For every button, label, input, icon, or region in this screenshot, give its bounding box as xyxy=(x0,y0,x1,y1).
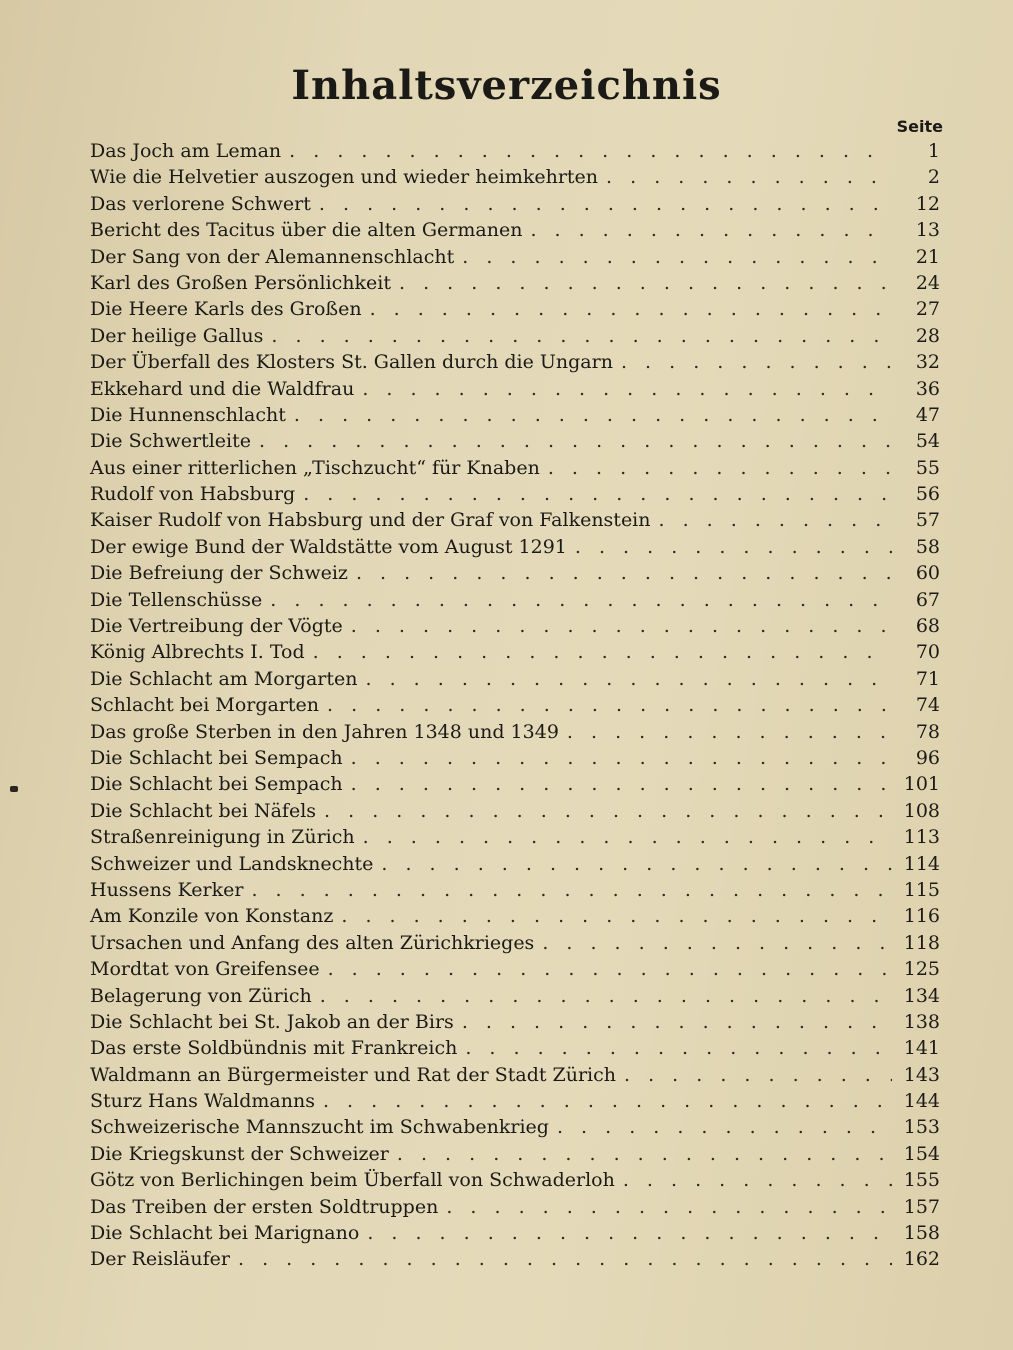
toc-entry xyxy=(90,430,940,456)
dot-leader xyxy=(624,1064,892,1086)
toc-entry-title: Straßenreinigung in Zürich xyxy=(90,826,355,849)
dot-leader xyxy=(320,985,892,1007)
dot-leader xyxy=(548,457,892,479)
toc-entry xyxy=(90,800,940,826)
toc-entry-title: Der Sang von der Alemannenschlacht xyxy=(90,245,455,268)
toc-entry-title: Das erste Soldbündnis mit Frankreich xyxy=(90,1037,458,1060)
dot-leader xyxy=(381,853,892,875)
page-column-header: Seite xyxy=(896,117,943,136)
toc-entry xyxy=(90,721,940,747)
toc-entry-title: Die Tellenschüsse xyxy=(90,588,263,611)
dot-leader xyxy=(238,1248,892,1270)
toc-entry xyxy=(90,615,940,641)
dot-leader xyxy=(319,193,892,215)
dot-leader xyxy=(370,298,892,320)
toc-entry xyxy=(90,1248,940,1274)
dot-leader xyxy=(313,641,892,663)
toc-entry-title: Das verlorene Schwert xyxy=(90,192,311,215)
dot-leader xyxy=(446,1196,892,1218)
toc-entry-page: 1 xyxy=(927,140,940,162)
toc-entry-title: Die Schlacht bei Sempach xyxy=(90,746,343,769)
toc-entry-page: 28 xyxy=(915,324,940,347)
toc-entry xyxy=(90,747,940,773)
toc-entry-title: Die Schwertleite xyxy=(90,430,251,453)
toc-entry-title: Das Treiben der ersten Soldtruppen xyxy=(90,1195,439,1218)
dot-leader xyxy=(462,1011,892,1033)
toc-entry-title: Schweizerische Mannszucht im Schwabenkrieg xyxy=(90,1116,549,1139)
dot-leader xyxy=(362,378,892,400)
dot-leader xyxy=(351,615,892,637)
toc-entry-page: 108 xyxy=(903,799,940,822)
toc-entry xyxy=(90,1222,940,1248)
toc-entry-page: 2 xyxy=(927,166,940,189)
toc-entry xyxy=(90,351,940,377)
toc-entry xyxy=(90,932,940,958)
toc-entry-title: Karl des Großen Persönlichkeit xyxy=(90,271,392,294)
toc-entry-page: 116 xyxy=(903,905,940,928)
toc-entry-title: Ursachen und Anfang des alten Zürichkrieges xyxy=(90,931,535,954)
toc-entry xyxy=(90,1116,940,1142)
toc-entry xyxy=(90,298,940,324)
dot-leader xyxy=(294,404,892,426)
toc-entry xyxy=(90,404,940,430)
toc-entry xyxy=(90,140,940,166)
toc-entry-page: 115 xyxy=(903,878,940,901)
toc-entry-page: 71 xyxy=(915,667,940,690)
toc-entry-page: 141 xyxy=(903,1037,940,1060)
toc-entry-page: 70 xyxy=(915,641,940,664)
toc-entry xyxy=(90,1011,940,1037)
dot-leader xyxy=(270,589,892,611)
toc-entry-page: 78 xyxy=(915,720,940,743)
dot-leader xyxy=(271,325,892,347)
toc-entry xyxy=(90,166,940,192)
toc-entry-page: 155 xyxy=(903,1169,940,1192)
dot-leader xyxy=(567,721,892,743)
toc-entry-page: 56 xyxy=(915,483,940,506)
dot-leader xyxy=(659,509,893,531)
toc-entry-page: 143 xyxy=(903,1063,940,1086)
toc-entry-title: Der Reisläufer xyxy=(90,1248,230,1271)
toc-entry xyxy=(90,1196,940,1222)
dot-leader xyxy=(397,1143,892,1165)
dot-leader xyxy=(367,1222,892,1244)
toc-entry-page: 60 xyxy=(915,562,940,585)
toc-entry xyxy=(90,985,940,1011)
toc-entry-title: Der ewige Bund der Waldstätte vom August 1291 xyxy=(90,535,567,558)
toc-entry-title: Der Überfall des Klosters St. Gallen durch die Ungarn xyxy=(90,351,613,374)
toc-entry xyxy=(90,694,940,720)
dot-leader xyxy=(542,932,892,954)
toc-entry xyxy=(90,483,940,509)
dot-leader xyxy=(399,272,892,294)
toc-entry xyxy=(90,879,940,905)
toc-entry-page: 138 xyxy=(903,1010,940,1033)
toc-entry-page: 32 xyxy=(915,351,940,374)
dot-leader xyxy=(557,1116,892,1138)
toc-entry-page: 158 xyxy=(903,1222,940,1245)
toc-entry xyxy=(90,1064,940,1090)
dot-leader xyxy=(341,905,892,927)
dot-leader xyxy=(623,1169,892,1191)
dot-leader xyxy=(327,694,892,716)
toc-entry-title: Die Schlacht bei St. Jakob an der Birs xyxy=(90,1010,454,1033)
toc-entry-title: Hussens Kerker xyxy=(90,878,244,901)
toc-entry xyxy=(90,562,940,588)
toc-entry-title: Waldmann an Bürgermeister und Rat der Stadt Zürich xyxy=(90,1063,617,1086)
toc-entry xyxy=(90,272,940,298)
dot-leader xyxy=(621,351,892,373)
table-of-contents xyxy=(90,140,940,1275)
dot-leader xyxy=(289,140,892,162)
toc-entry xyxy=(90,457,940,483)
toc-entry xyxy=(90,641,940,667)
toc-entry-page: 114 xyxy=(903,852,940,875)
toc-entry-title: Rudolf von Habsburg xyxy=(90,483,296,506)
toc-entry xyxy=(90,958,940,984)
toc-entry-title: Die Befreiung der Schweiz xyxy=(90,562,348,585)
toc-entry xyxy=(90,905,940,931)
page-heading: Inhaltsverzeichnis xyxy=(291,62,722,109)
toc-entry-page: 101 xyxy=(903,773,940,796)
toc-entry-page: 113 xyxy=(903,826,940,849)
toc-entry-page: 47 xyxy=(915,403,940,426)
toc-entry-page: 13 xyxy=(915,219,940,242)
toc-entry-title: Das große Sterben in den Jahren 1348 und 1349 xyxy=(90,720,559,743)
toc-entry-page: 144 xyxy=(903,1090,940,1113)
toc-entry-title: König Albrechts I. Tod xyxy=(90,641,305,664)
toc-entry xyxy=(90,219,940,245)
toc-entry xyxy=(90,853,940,879)
toc-entry xyxy=(90,509,940,535)
toc-entry-title: Die Kriegskunst der Schweizer xyxy=(90,1142,389,1165)
toc-entry-title: Schlacht bei Morgarten xyxy=(90,694,320,717)
toc-entry xyxy=(90,536,940,562)
toc-entry xyxy=(90,246,940,272)
dot-leader xyxy=(606,166,892,188)
toc-entry-title: Sturz Hans Waldmanns xyxy=(90,1090,315,1113)
dot-leader xyxy=(351,773,892,795)
toc-entry-page: 68 xyxy=(915,615,940,638)
toc-entry-title: Die Hunnenschlacht xyxy=(90,403,286,426)
dot-leader xyxy=(259,430,892,452)
toc-entry-page: 27 xyxy=(915,298,940,321)
toc-entry-page: 24 xyxy=(915,271,940,294)
toc-entry-title: Wie die Helvetier auszogen und wieder heimkehrten xyxy=(90,166,599,189)
toc-entry-title: Aus einer ritterlichen „Tischzucht“ für Knaben xyxy=(90,456,540,479)
toc-entry-page: 154 xyxy=(903,1142,940,1165)
toc-entry-title: Schweizer und Landsknechte xyxy=(90,852,374,875)
toc-entry-page: 134 xyxy=(903,984,940,1007)
toc-entry-page: 74 xyxy=(915,694,940,717)
toc-entry xyxy=(90,1169,940,1195)
toc-entry-page: 58 xyxy=(915,535,940,558)
dot-leader xyxy=(323,1090,892,1112)
toc-entry xyxy=(90,1090,940,1116)
toc-entry-page: 57 xyxy=(915,509,940,532)
dot-leader xyxy=(356,562,892,584)
dot-leader xyxy=(251,879,892,901)
toc-entry-title: Mordtat von Greifensee xyxy=(90,958,320,981)
toc-entry-title: Die Vertreibung der Vögte xyxy=(90,615,343,638)
toc-entry xyxy=(90,773,940,799)
toc-entry-page: 54 xyxy=(915,430,940,453)
dot-leader xyxy=(530,219,892,241)
toc-entry-page: 157 xyxy=(903,1195,940,1218)
dot-leader xyxy=(328,958,892,980)
toc-entry-title: Die Schlacht bei Marignano xyxy=(90,1222,360,1245)
dot-leader xyxy=(366,668,893,690)
toc-entry-title: Der heilige Gallus xyxy=(90,324,264,347)
toc-entry-page: 21 xyxy=(915,245,940,268)
toc-entry-title: Kaiser Rudolf von Habsburg und der Graf von Falkenstein xyxy=(90,509,651,532)
toc-entry xyxy=(90,193,940,219)
dot-leader xyxy=(363,826,892,848)
margin-mark xyxy=(10,786,18,792)
dot-leader xyxy=(465,1037,892,1059)
dot-leader xyxy=(575,536,892,558)
toc-entry-page: 153 xyxy=(903,1116,940,1139)
toc-entry-title: Bericht des Tacitus über die alten Germanen xyxy=(90,219,523,242)
toc-entry-page: 118 xyxy=(903,931,940,954)
toc-entry xyxy=(90,1037,940,1063)
toc-entry xyxy=(90,1143,940,1169)
toc-entry-page: 67 xyxy=(915,588,940,611)
dot-leader xyxy=(324,800,892,822)
toc-entry xyxy=(90,589,940,615)
toc-entry-title: Götz von Berlichingen beim Überfall von Schwaderloh xyxy=(90,1169,615,1192)
toc-entry-title: Belagerung von Zürich xyxy=(90,984,312,1007)
toc-entry-page: 96 xyxy=(915,746,940,769)
dot-leader xyxy=(462,246,892,268)
toc-entry-title: Am Konzile von Konstanz xyxy=(90,905,334,928)
toc-entry-title: Die Schlacht am Morgarten xyxy=(90,667,358,690)
dot-leader xyxy=(351,747,892,769)
toc-entry-page: 36 xyxy=(915,377,940,400)
toc-entry-page: 12 xyxy=(915,192,940,215)
toc-entry xyxy=(90,826,940,852)
toc-entry-title: Die Schlacht bei Näfels xyxy=(90,799,317,822)
toc-entry-title: Die Schlacht bei Sempach xyxy=(90,773,343,796)
toc-entry-title: Ekkehard und die Waldfrau xyxy=(90,377,355,400)
toc-entry xyxy=(90,378,940,404)
toc-entry xyxy=(90,325,940,351)
toc-entry-page: 55 xyxy=(915,456,940,479)
toc-entry-title: Die Heere Karls des Großen xyxy=(90,298,362,321)
toc-entry xyxy=(90,668,940,694)
toc-entry-page: 125 xyxy=(903,958,940,981)
toc-entry-title: Das Joch am Leman xyxy=(90,140,282,162)
dot-leader xyxy=(303,483,892,505)
toc-entry-page: 162 xyxy=(903,1248,940,1271)
